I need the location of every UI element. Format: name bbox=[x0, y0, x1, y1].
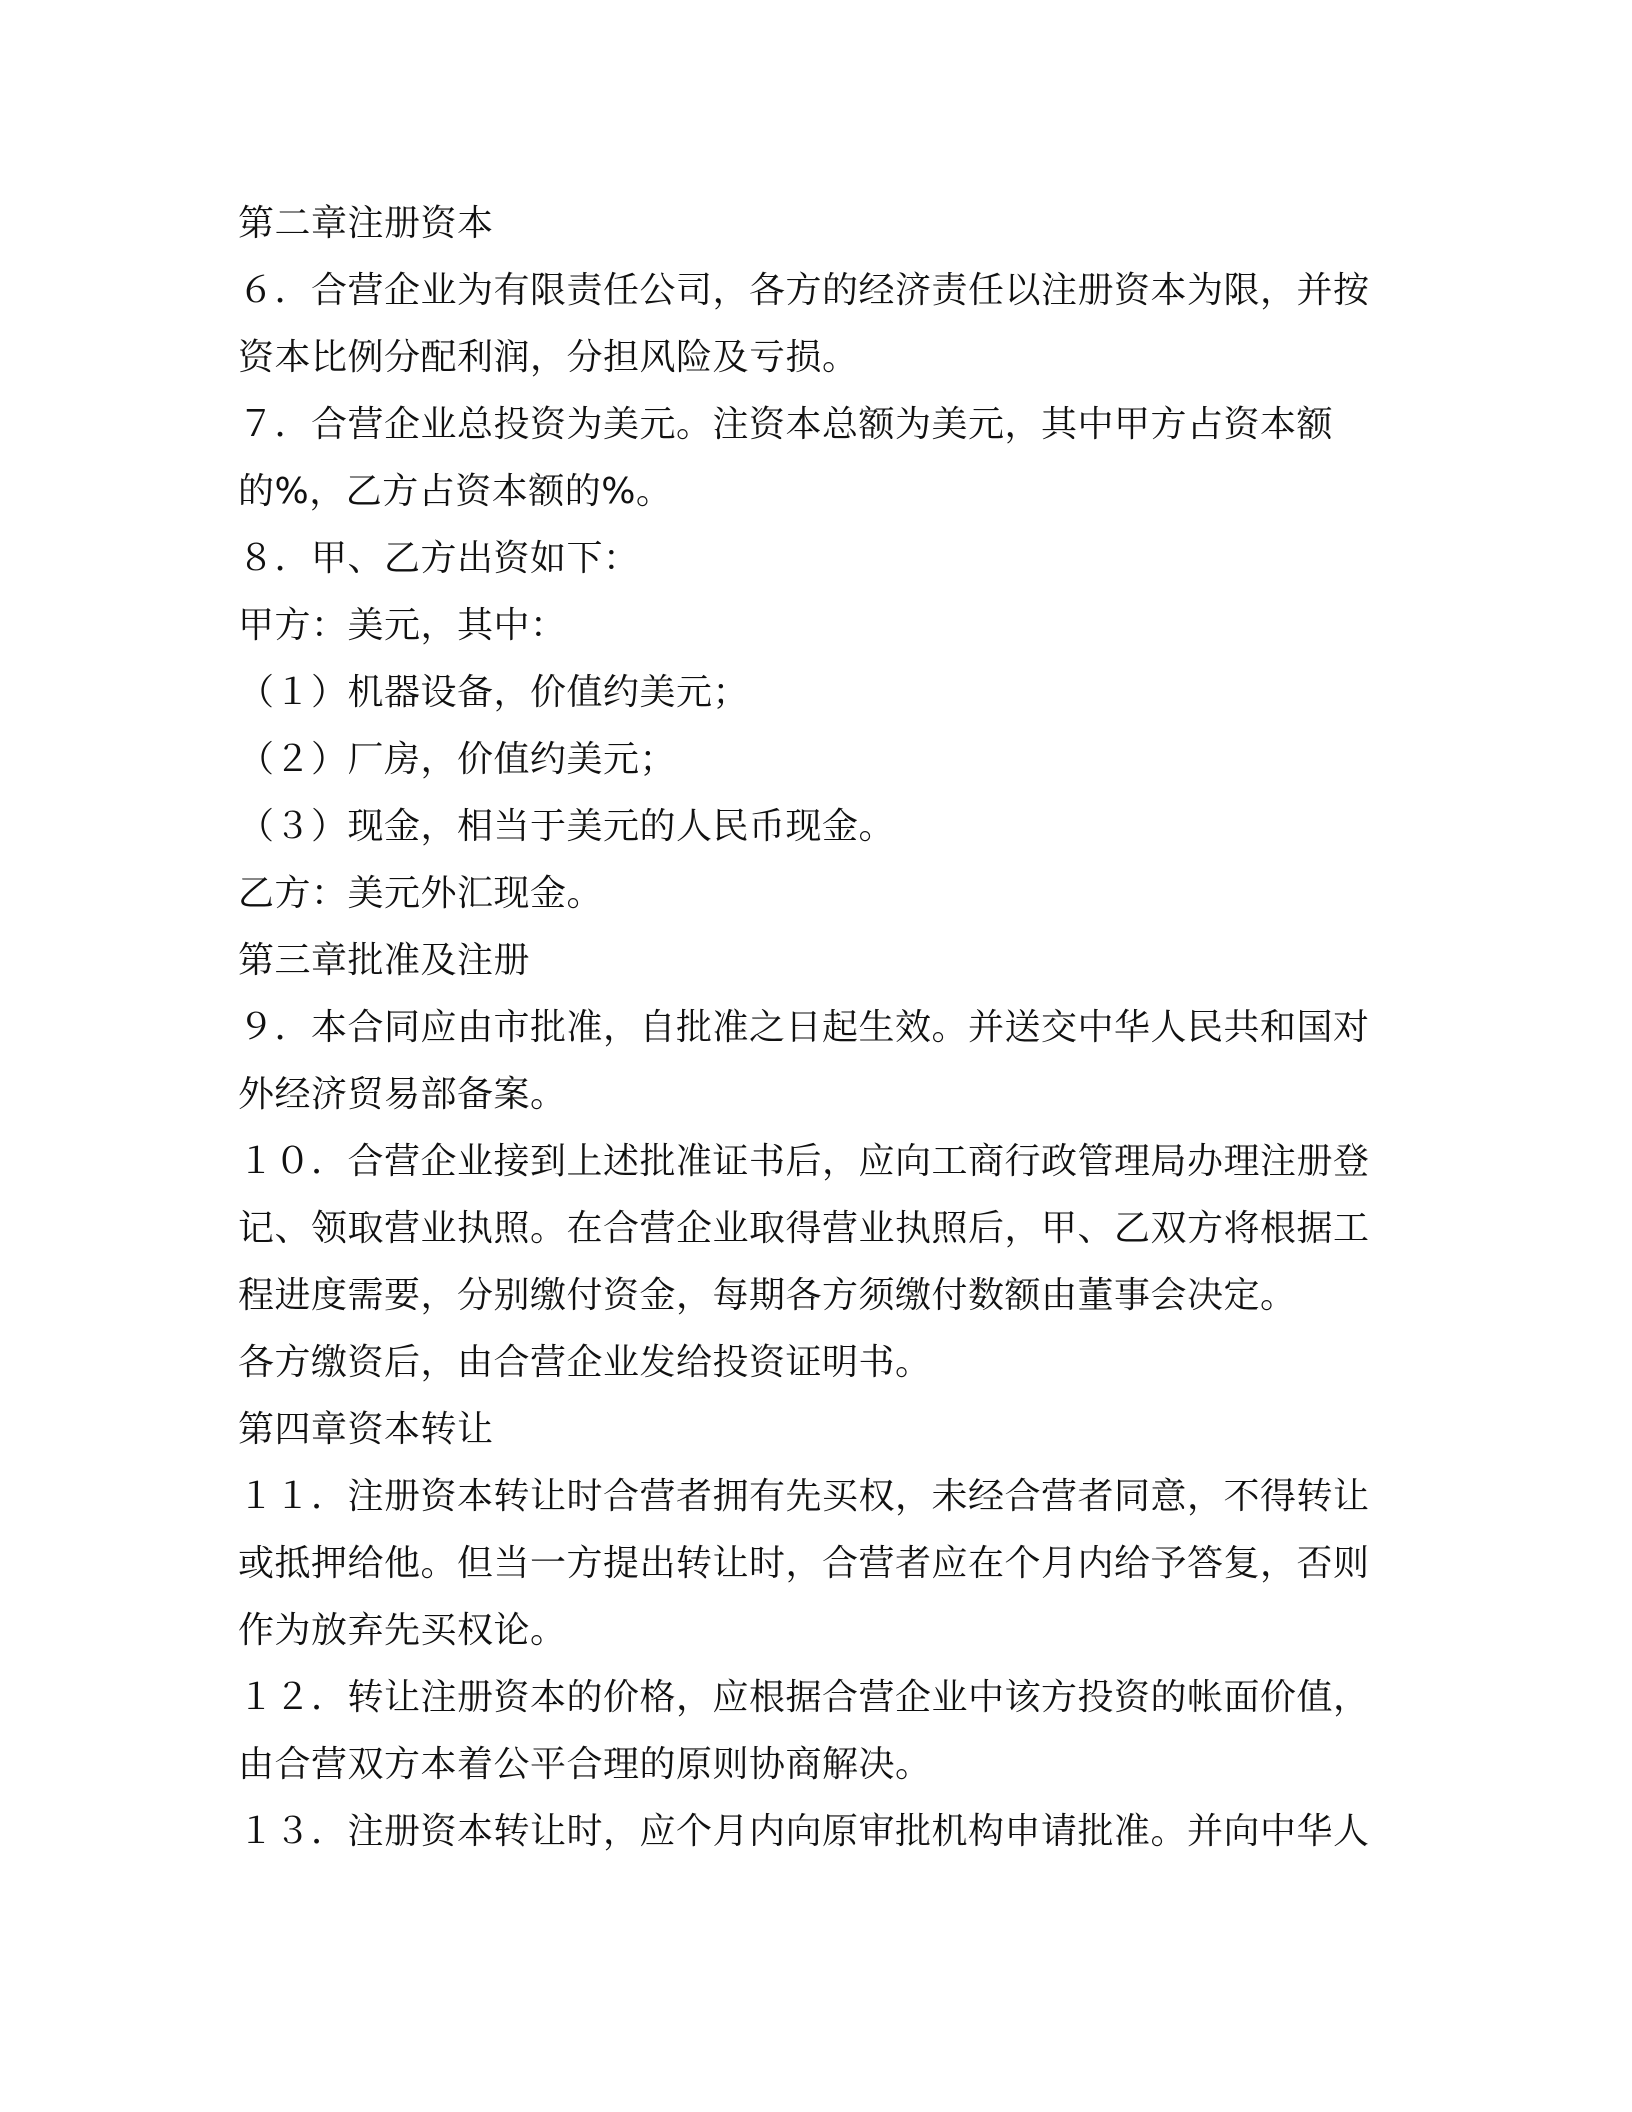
text-line: １２．转让注册资本的价格，应根据合营企业中该方投资的帐面价值， bbox=[238, 1677, 1370, 1718]
chapter-heading: 第四章资本转让 bbox=[238, 1409, 494, 1450]
chapter-heading: 第二章注册资本 bbox=[238, 203, 494, 244]
text-line: ８．甲、乙方出资如下： bbox=[238, 538, 640, 579]
text-line: （１）机器设备，价值约美元； bbox=[238, 672, 750, 713]
document-body bbox=[238, 190, 1398, 1865]
text-line: 的%，乙方占资本额的%。 bbox=[238, 471, 673, 512]
text-line: １０．合营企业接到上述批准证书后，应向工商行政管理局办理注册登 bbox=[238, 1141, 1370, 1182]
text-line: ６．合营企业为有限责任公司，各方的经济责任以注册资本为限，并按 bbox=[238, 270, 1370, 311]
text-line: 各方缴资后，由合营企业发给投资证明书。 bbox=[238, 1342, 932, 1383]
text-line: （３）现金，相当于美元的人民币现金。 bbox=[238, 806, 896, 847]
text-line: ９．本合同应由市批准，自批准之日起生效。并送交中华人民共和国对 bbox=[238, 1007, 1370, 1048]
text-line: １３．注册资本转让时，应个月内向原审批机构申请批准。并向中华人 bbox=[238, 1811, 1370, 1852]
text-line: 由合营双方本着公平合理的原则协商解决。 bbox=[238, 1744, 932, 1785]
text-line: （２）厂房，价值约美元； bbox=[238, 739, 677, 780]
text-line: １１．注册资本转让时合营者拥有先买权，未经合营者同意，不得转让 bbox=[238, 1476, 1370, 1517]
text-line: 作为放弃先买权论。 bbox=[238, 1610, 567, 1651]
text-line: 外经济贸易部备案。 bbox=[238, 1074, 567, 1115]
text-line: 乙方：美元外汇现金。 bbox=[238, 873, 604, 914]
text-line: 程进度需要，分别缴付资金，每期各方须缴付数额由董事会决定。 bbox=[238, 1275, 1297, 1316]
chapter-heading: 第三章批准及注册 bbox=[238, 940, 531, 981]
text-line: 或抵押给他。但当一方提出转让时，合营者应在个月内给予答复，否则 bbox=[238, 1543, 1370, 1584]
text-line: 资本比例分配利润，分担风险及亏损。 bbox=[238, 337, 859, 378]
text-line: ７．合营企业总投资为美元。注资本总额为美元，其中甲方占资本额 bbox=[238, 404, 1334, 445]
text-line: 甲方：美元，其中： bbox=[238, 605, 567, 646]
text-line: 记、领取营业执照。在合营企业取得营业执照后，甲、乙双方将根据工 bbox=[238, 1208, 1370, 1249]
